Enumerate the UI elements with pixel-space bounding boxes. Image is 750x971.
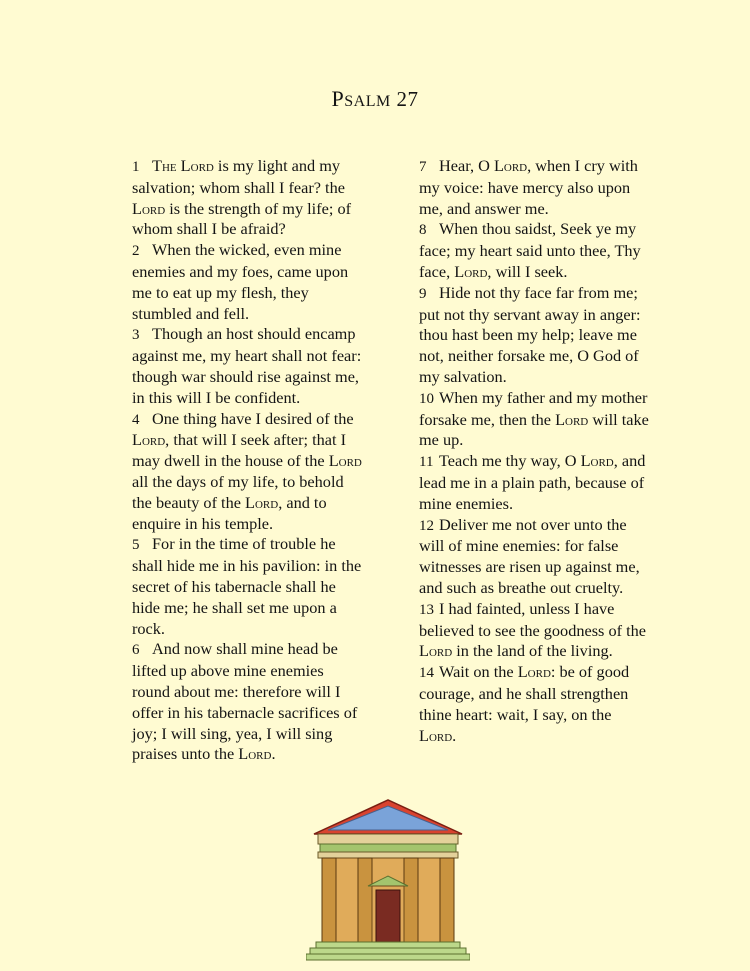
verse-number: 9 <box>419 285 427 302</box>
verse-text: , and lead me in a plain path, because of mine enemies. <box>419 451 646 513</box>
verse-text: . <box>271 744 276 764</box>
divine-name: Lord <box>419 641 453 661</box>
divine-name: Lord <box>454 261 488 281</box>
verse-text: is the strength of my life; of whom shall I be afraid? <box>132 198 352 239</box>
divine-name: Lord <box>580 451 614 471</box>
divine-name: Lord <box>132 430 166 450</box>
verse-text: all the days of my life, to behold the beauty of the <box>132 471 344 512</box>
verse <box>132 324 364 408</box>
verse-text: Teach me thy way, O <box>439 451 581 471</box>
verse-text: Though an host should encamp against me, my heart shall not fear: though war should rise against me, in this will I be confident. <box>132 324 362 407</box>
divine-name: Lord <box>328 451 362 471</box>
verse-number: 13 <box>419 601 434 618</box>
verse-text: , when I cry with my voice: have mercy also upon me, and answer me. <box>419 156 638 218</box>
verse-number: 5 <box>132 537 140 554</box>
verse-number: 12 <box>419 517 434 534</box>
page-title <box>0 86 750 112</box>
verse-number: 2 <box>132 243 140 260</box>
verse <box>419 515 649 599</box>
verse <box>419 283 649 388</box>
divine-name: Lord <box>555 409 589 429</box>
verse-text: For in the time of trouble he shall hide me in his pavilion: in the secret of his tabernacle shall he hide me; he shall set me upon a rock. <box>132 534 362 638</box>
divine-name: Lord <box>245 492 279 512</box>
verse-text: , will I seek. <box>487 261 568 281</box>
divine-name: Lord <box>517 662 551 682</box>
verse-number: 11 <box>419 454 434 471</box>
verse <box>132 409 364 535</box>
verse-text: Deliver me not over unto the will of mine enemies: for false witnesses are risen up against me, and such as breathe out cruelty. <box>419 514 640 597</box>
right-column <box>419 156 649 746</box>
temple-icon <box>306 796 470 962</box>
divine-name: Lord <box>238 744 272 764</box>
verse <box>419 388 649 451</box>
divine-name: Lord <box>132 198 166 218</box>
verse-text: will take me up. <box>419 409 649 450</box>
verse-number: 8 <box>419 222 427 239</box>
title-rest: SALM <box>344 93 391 110</box>
verse-text: , and to enquire in his temple. <box>132 492 327 533</box>
verse-text: Hear, O <box>439 156 494 175</box>
verse-text: Wait on the <box>439 662 518 682</box>
verse-number: 10 <box>419 390 434 407</box>
title-initial: P <box>331 86 345 111</box>
verse-text: And now shall mine head be lifted up above mine enemies round about me: therefore will I offer in his tabernacle sacrifices of joy; I will sing, yea, I will sing praises unto the <box>132 639 358 764</box>
verse-text: I had fainted, unless I have believed to see the goodness of the <box>419 598 646 640</box>
left-column <box>132 156 364 765</box>
verse-number: 14 <box>419 665 434 682</box>
verse <box>132 639 364 765</box>
verse-text: One thing have I desired of the <box>152 408 354 428</box>
verse-number: 3 <box>132 327 140 344</box>
verse-text: When my father and my mother forsake me, then the <box>419 387 648 429</box>
verse <box>132 240 364 324</box>
verse-text: is my light and my salvation; whom shall I fear? the <box>132 156 345 197</box>
verse-text: , that will I seek after; that I may dwell in the house of the <box>132 430 347 471</box>
verse-text: . <box>452 725 457 745</box>
verse-number: 7 <box>419 159 427 175</box>
verse-text: When the wicked, even mine enemies and my foes, came upon me to eat up my flesh, they stumbled and fell. <box>132 240 349 323</box>
verse <box>419 451 649 514</box>
verse-text: When thou saidst, Seek ye my face; my heart said unto thee, Thy face, <box>419 219 641 281</box>
verse-number: 4 <box>132 411 140 428</box>
verse-number: 6 <box>132 642 140 659</box>
verse <box>132 156 364 240</box>
verse <box>419 599 649 662</box>
verse <box>132 534 364 639</box>
verse-text: in the land of the living. <box>452 641 613 661</box>
title-number: 27 <box>396 87 419 111</box>
verse-number: 1 <box>132 159 140 175</box>
verse-text: Hide not thy face far from me; put not thy servant away in anger: thou hast been my help; leave me not, neither forsake me, O God of my salvation. <box>419 282 641 386</box>
verse <box>419 219 649 282</box>
divine-name: Lord <box>493 156 528 175</box>
divine-name: Lord <box>419 725 453 745</box>
verse <box>419 662 649 746</box>
verse <box>419 156 649 219</box>
divine-name: The Lord <box>152 156 214 175</box>
verse-text: : be of good courage, and he shall strengthen thine heart: wait, I say, on the <box>419 662 630 724</box>
